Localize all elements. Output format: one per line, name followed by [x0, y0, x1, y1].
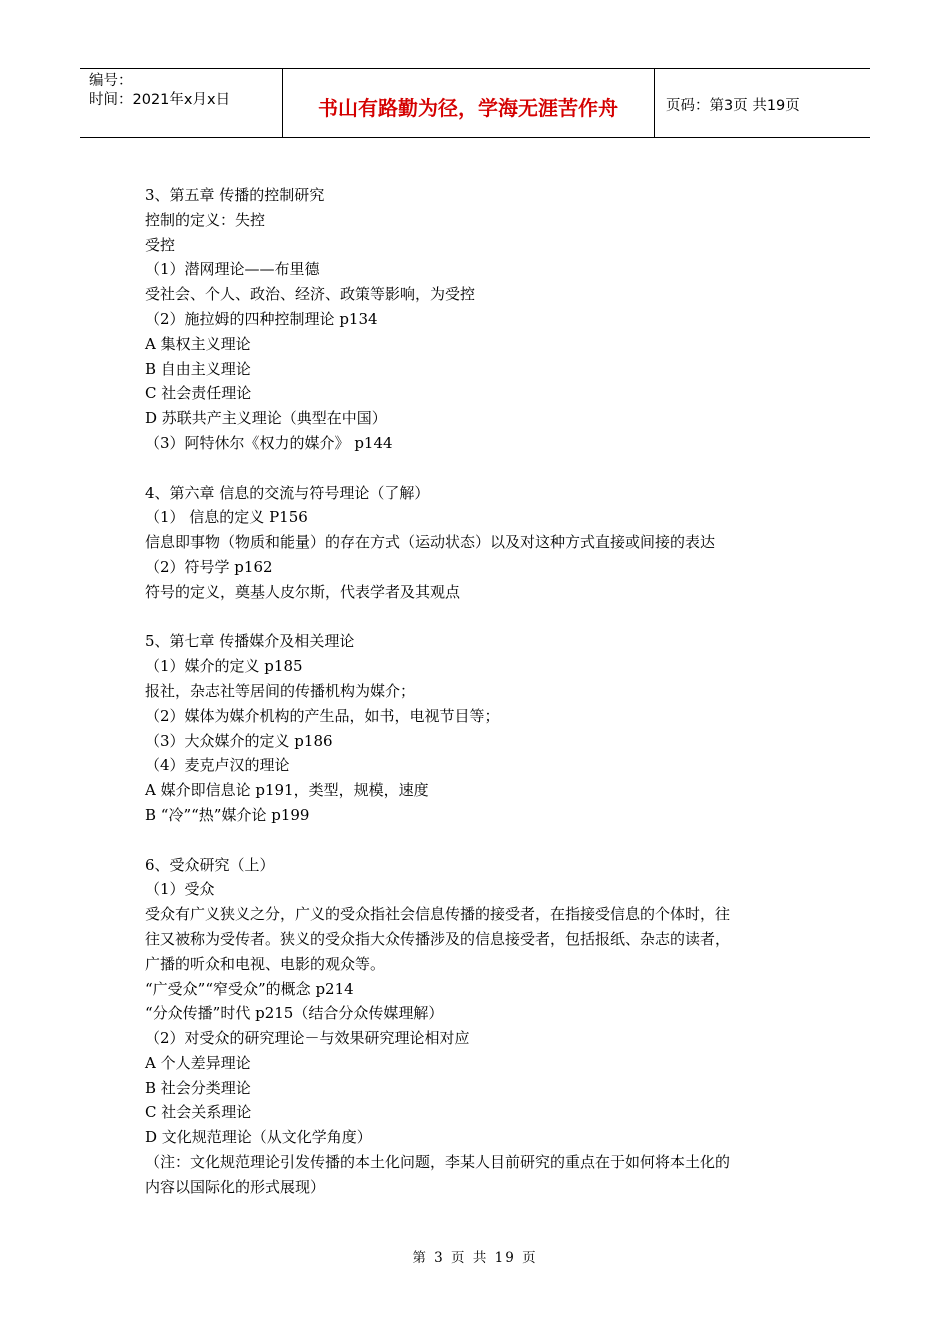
text-line: （1）潜网理论——布里德 — [145, 260, 320, 279]
text-line: D 苏联共产主义理论（典型在中国） — [145, 409, 387, 428]
text-line: B “冷”“热”媒介论 p199 — [145, 805, 310, 824]
text-line: （3）大众媒介的定义 p186 — [145, 731, 333, 750]
text-line: 内容以国际化的形式展现） — [145, 1177, 326, 1196]
text-line: （1）受众 — [145, 880, 215, 899]
text-line: （1）媒介的定义 p185 — [145, 657, 303, 676]
text-line: 4、第六章 信息的交流与符号理论（了解） — [145, 483, 430, 502]
header-left-cell — [80, 69, 283, 137]
header-motto: 书山有路勤为径，学海无涯苦作舟 — [318, 96, 618, 120]
text-line: （1） 信息的定义 P156 — [145, 508, 308, 527]
text-line: （4）麦克卢汉的理论 — [145, 756, 290, 775]
text-line: “分众传播”时代 p215（结合分众传媒理解） — [145, 1004, 444, 1023]
document-body — [145, 183, 813, 1200]
text-line: “广受众”“窄受众”的概念 p214 — [145, 979, 354, 998]
text-line: 3、第五章 传播的控制研究 — [145, 186, 325, 204]
text-line: 受控 — [145, 235, 176, 254]
serial-label: 编号： — [89, 73, 133, 89]
header-middle-cell — [282, 69, 655, 137]
text-line: A 集权主义理论 — [145, 334, 251, 353]
text-line: 5、第七章 传播媒介及相关理论 — [145, 632, 355, 651]
text-line: （3）阿特休尔《权力的媒介》 p144 — [145, 433, 393, 452]
header-right-cell — [655, 69, 870, 137]
text-line: 受社会、个人、政治、经济、政策等影响，为受控 — [145, 285, 476, 304]
page-header — [80, 68, 870, 138]
text-line: 信息即事物（物质和能量）的存在方式（运动状态）以及对这种方式直接或间接的表达 — [145, 533, 716, 552]
text-line: C 社会责任理论 — [145, 384, 252, 403]
text-line: B 自由主义理论 — [145, 359, 251, 378]
text-line: A 媒介即信息论 p191，类型，规模，速度 — [145, 781, 429, 800]
text-line: （2）施拉姆的四种控制理论 p134 — [145, 309, 378, 328]
text-line: A 个人差异理论 — [145, 1053, 251, 1072]
text-line: （2）对受众的研究理论－与效果研究理论相对应 — [145, 1029, 470, 1048]
text-line: （注：文化规范理论引发传播的本土化问题，李某人目前研究的重点在于如何将本土化的 — [145, 1153, 731, 1172]
blank-line — [145, 605, 813, 630]
text-line: 受众有广义狭义之分，广义的受众指社会信息传播的接受者，在指接受信息的个体时，往 — [145, 905, 731, 924]
page-footer: 第 3 页 共 19 页 — [412, 1250, 538, 1266]
text-line: （2）媒体为媒介机构的产生品，如书，电视节目等； — [145, 706, 500, 725]
text-line: 报社，杂志社等居间的传播机构为媒介； — [145, 681, 416, 700]
text-line: （2）符号学 p162 — [145, 557, 273, 576]
text-line: 符号的定义，奠基人皮尔斯，代表学者及其观点 — [145, 582, 461, 601]
date-label: 时间：2021年x月x日 — [89, 92, 231, 108]
text-line: C 社会关系理论 — [145, 1103, 252, 1122]
blank-line — [145, 828, 813, 853]
text-line: 控制的定义：失控 — [145, 210, 266, 229]
header-page-info: 页码：第3页 共19页 — [666, 98, 800, 114]
blank-line — [145, 456, 813, 481]
text-line: 6、受众研究（上） — [145, 855, 275, 874]
text-line: B 社会分类理论 — [145, 1078, 251, 1097]
text-line: 往又被称为受传者。狭义的受众指大众传播涉及的信息接受者，包括报纸、杂志的读者， — [145, 929, 731, 948]
text-line: D 文化规范理论（从文化学角度） — [145, 1128, 372, 1147]
text-line: 广播的听众和电视、电影的观众等。 — [145, 954, 386, 973]
